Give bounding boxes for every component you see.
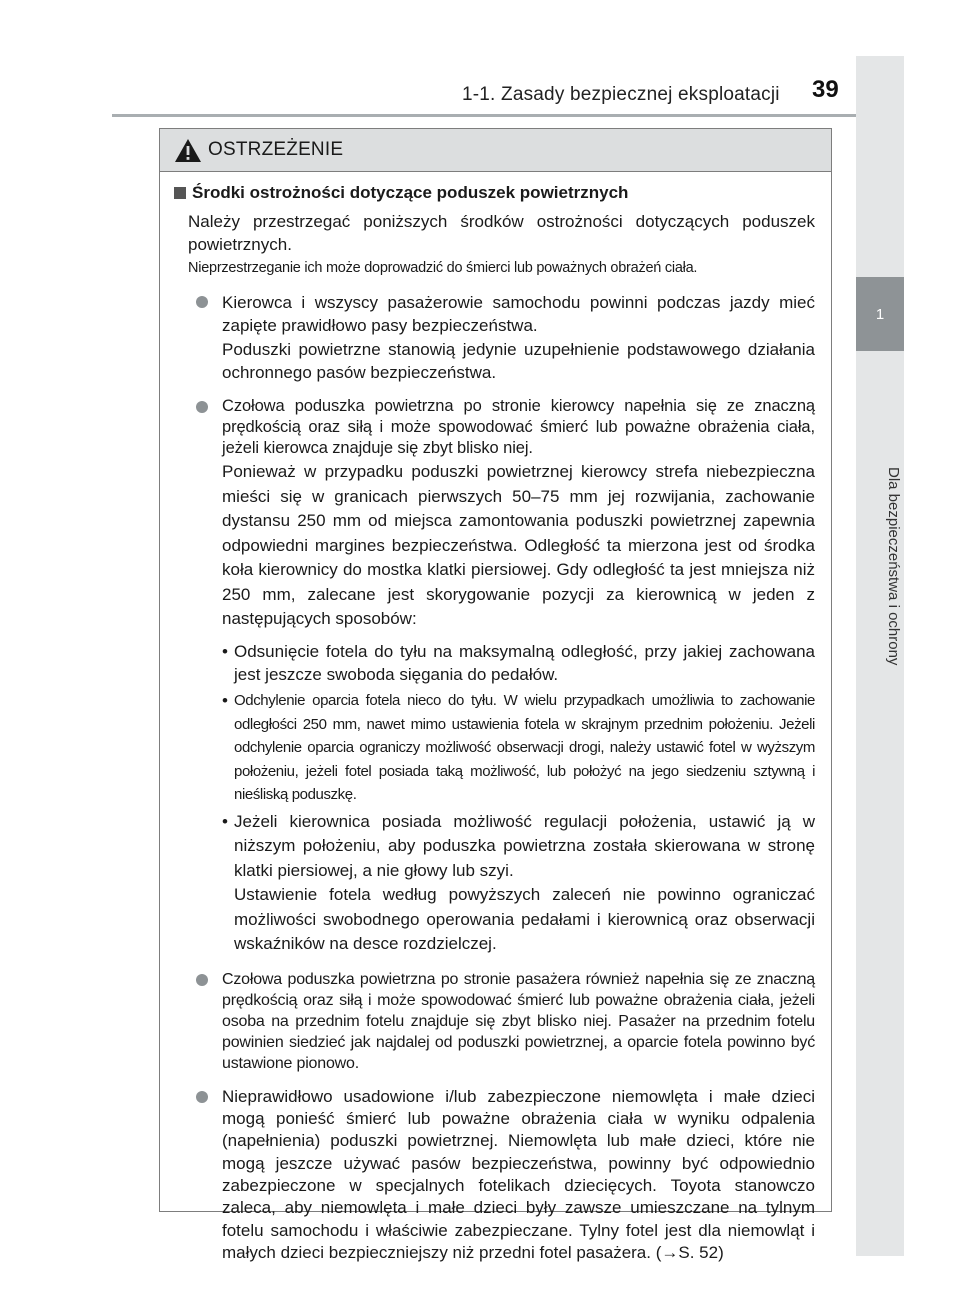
header-divider xyxy=(112,114,856,117)
list-item xyxy=(196,969,815,1074)
list-item xyxy=(196,291,815,384)
warning-box xyxy=(159,128,832,1262)
section-heading-text: Środki ostrożności dotyczące poduszek powietrznych xyxy=(192,183,629,202)
sub-item xyxy=(222,640,815,687)
paragraph xyxy=(222,1086,815,1264)
warning-header xyxy=(160,129,831,172)
square-bullet-icon xyxy=(174,187,186,199)
sub-bullet-mark: • xyxy=(222,691,228,711)
list-item xyxy=(196,396,815,957)
paragraph: Poduszki powietrzne stanowią jedynie uzupełnienie podstawowego działania ochronnego pasów bezpieczeństwa. xyxy=(222,339,815,382)
sub-bullet-mark: • xyxy=(222,811,228,831)
intro-text: Należy przestrzegać poniższych środków ostrożności dotyczących poduszek powietrznych. xyxy=(188,212,815,254)
circle-bullet-icon xyxy=(196,296,208,308)
warning-triangle-icon xyxy=(174,138,202,163)
warning-title: OSTRZEŻENIE xyxy=(208,139,344,160)
paragraph: Ponieważ w przypadku poduszki powietrznej kierowcy strefa niebezpieczna mieści się w granicach pierwszych 50–75 mm jej rozwijania, zachowanie dystansu 250 mm od miejsca zamontowania poduszki powietrznej zapewnia odpowiedni margines bezpieczeństwa. Odległość ta mierzona jest od środka koła kierownicy do mostka klatki piersiowej. Gdy odległość ta jest mniejsza niż 250 mm, zalecane jest skorygowanie pozycji za kierownicą w jeden z następujących sposobów: xyxy=(222,462,815,629)
paragraph: Czołowa poduszka powietrzna po stronie pasażera również napełnia się ze znaczną prędkością oraz siłą i może spowodować śmierć lub poważne obrażenia ciała, jeżeli osoba na przednim fotelu znajduje się zbyt blisko niej. Pasażer na przednim fotelu powinien siedzieć jak najdalej od poduszki powietrznej, a oparcie fotela powinno być ustawione pionowo. xyxy=(222,970,815,1072)
chapter-label: Dla bezpieczeństwa i ochrony xyxy=(885,466,902,666)
chapter-label-tab xyxy=(858,406,902,726)
sub-item xyxy=(222,689,815,807)
intro-consequence: Nieprzestrzeganie ich może doprowadzić do śmierci lub poważnych obrażeń ciała. xyxy=(188,260,698,276)
sub-item-note: Ustawienie fotela według powyższych zaleceń nie powinno ograniczać możliwości swobodnego operowania pedałami i kierownicą oraz obserwacji wskaźników na desce rozdzielczej. xyxy=(234,885,815,954)
paragraph: Czołowa poduszka powietrzna po stronie kierowcy napełnia się ze znaczną prędkością oraz siłą i może spowodować śmierć lub poważne obrażenia ciała, jeżeli kierowca znajduje się zbyt blisko niej. xyxy=(222,397,815,458)
warning-content xyxy=(160,172,831,1264)
list-item xyxy=(196,1086,815,1264)
sub-item-text: Jeżeli kierownica posiada możliwość regulacji położenia, ustawić ją w niższym położeniu, aby poduszka powietrzna została skierowana w stronę klatki piersiowej, a nie głowy lub szyi. xyxy=(234,811,815,880)
circle-bullet-icon xyxy=(196,974,208,986)
sub-item-text: Odchylenie oparcia fotela nieco do tyłu. W wielu przypadkach umożliwia to zachowanie odległości 250 mm, nawet mimo ustawienia fotela w skrajnym przednim położeniu. Jeżeli odchylenie oparcia ograniczy możliwość obserwacji drogi, należy ustawić fotel w wyższym położeniu, jeżeli fotel posiada taką możliwość, lub położyć na jego siedzeniu sztywną i nieśliską poduszkę. xyxy=(234,692,815,804)
section-heading xyxy=(174,182,815,204)
sub-bullet-mark: • xyxy=(222,641,228,661)
circle-bullet-icon xyxy=(196,401,208,413)
page-ref-arrow-icon: → xyxy=(661,1242,679,1262)
page-number: 39 xyxy=(812,76,839,103)
chapter-number-tab[interactable] xyxy=(856,277,904,351)
paragraph: Kierowca i wszyscy pasażerowie samochodu powinni podczas jazdy mieć zapięte prawidłowo pasy bezpieczeństwa. xyxy=(222,293,815,336)
sub-item-text: Odsunięcie fotela do tyłu na maksymalną odległość, przy jakiej zachowana jest jeszcze swoboda sięgania do pedałów. xyxy=(234,641,815,684)
chapter-number: 1 xyxy=(875,305,885,323)
page-reference-link[interactable]: S. 52 xyxy=(678,1242,719,1262)
paragraph-text: Nieprawidłowo usadowione i/lub zabezpieczone niemowlęta i małe dzieci mogą ponieść śmierć lub poważne obrażenia ciała w wyniku odpalenia (napełnienia) poduszki powietrznej. Niemowlęta lub małe dzieci, które nie mogą jeszcze używać pasów bezpieczeństwa, powinny być odpowiednio zabezpieczone w specjalnych fotelikach dziecięcych. Toyota stanowczo zaleca, aby niemowlęta i małe dzieci były zawsze umieszczane na tylnym fotelu samochodu i właściwie zabezpieczane. Tylny fotel jest dla niemowląt i małych dzieci bezpieczniejszy niż przedni fotel pasażera. ( xyxy=(222,1086,815,1262)
circle-bullet-icon xyxy=(196,1091,208,1103)
running-header-title: 1-1. Zasady bezpiecznej eksploatacji xyxy=(462,84,780,105)
sub-item xyxy=(222,810,815,957)
paren-close: ) xyxy=(718,1242,724,1262)
